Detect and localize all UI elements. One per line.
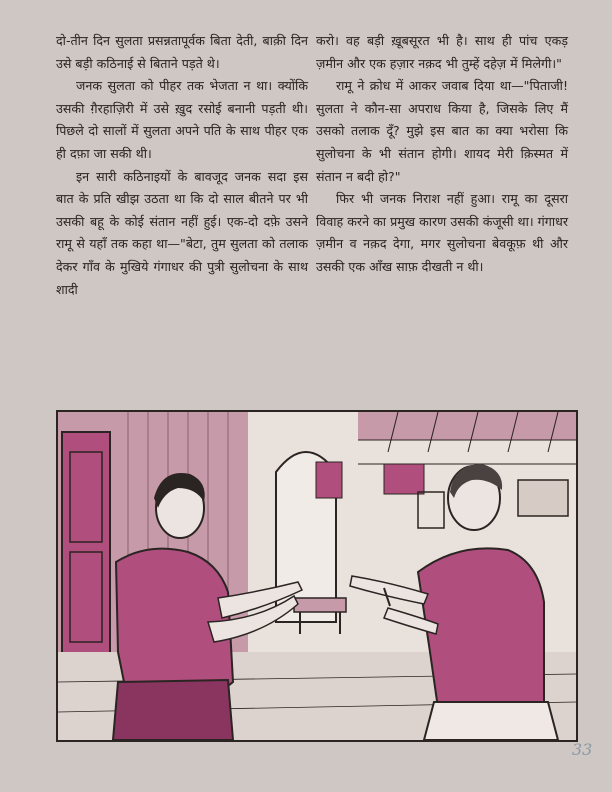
hanging-cloth: [316, 462, 342, 498]
left-text-column: [56, 30, 308, 301]
right-window: [518, 480, 568, 516]
roof-tiles: [358, 412, 576, 440]
story-illustration: [56, 410, 578, 742]
left-paragraph-3: इन सारी कठिनाइयों के बावजूद जनक सदा इस बात के प्रति खीझ उठता था कि दो साल बीतने पर भी उसकी बहू के कोई संतान नहीं हुई। एक-दो दफ़े उसने रामू से यहाँ तक कहा था—"बेटा, तुम सुलता को तलाक देकर गाँव के मुखिये गंगाधर की पुत्री सुलोचना के साथ शादी: [56, 168, 308, 297]
door: [62, 432, 110, 660]
stool-top: [294, 598, 346, 612]
left-paragraph-1: दो-तीन दिन सुलता प्रसन्नतापूर्वक बिता देती, बाक़ी दिन उसे बड़ी कठिनाई से बिताने पड़ते थे।: [56, 33, 308, 71]
illustration-svg: [58, 412, 576, 740]
right-text-column: [316, 30, 568, 279]
right-paragraph-1: करो। वह बड़ी ख़ूबसूरत भी है। साथ ही पांच एकड़ ज़मीन और एक हज़ार नक़द भी तुम्हें दहेज़ में मिलेगी।": [316, 33, 568, 71]
right-paragraph-2: रामू ने क्रोध में आकर जवाब दिया था—"पिताजी! सुलता ने कौन-सा अपराध किया है, जिसके लिए मैं उसको तलाक दूँ? मुझे इस बात का क्या भरोसा कि सुलोचना के भी संतान होगी। शायद मेरी क़िस्मत में संतान न बदी हो?": [316, 78, 568, 184]
right-paragraph-3: फिर भी जनक निराश नहीं हुआ। रामू का दूसरा विवाह करने का प्रमुख कारण उसकी कंजूसी था। गंगाधर ज़मीन व नक़द देगा, मगर सुलोचना बेवकूफ़ थी और उसकी एक आँख साफ़ दीखती न थी।: [316, 191, 568, 274]
left-paragraph-2: जनक सुलता को पीहर तक भेजता न था। क्योंकि उसकी ग़ैरहाज़िरी में उसे ख़ुद रसोई बनानी पड़ती थी। पिछले दो सालों में सुलता अपने पति के साथ पीहर एक ही दफ़ा जा सकी थी।: [56, 78, 308, 161]
cloth-on-line: [384, 464, 424, 494]
page-number: 33: [572, 740, 593, 759]
